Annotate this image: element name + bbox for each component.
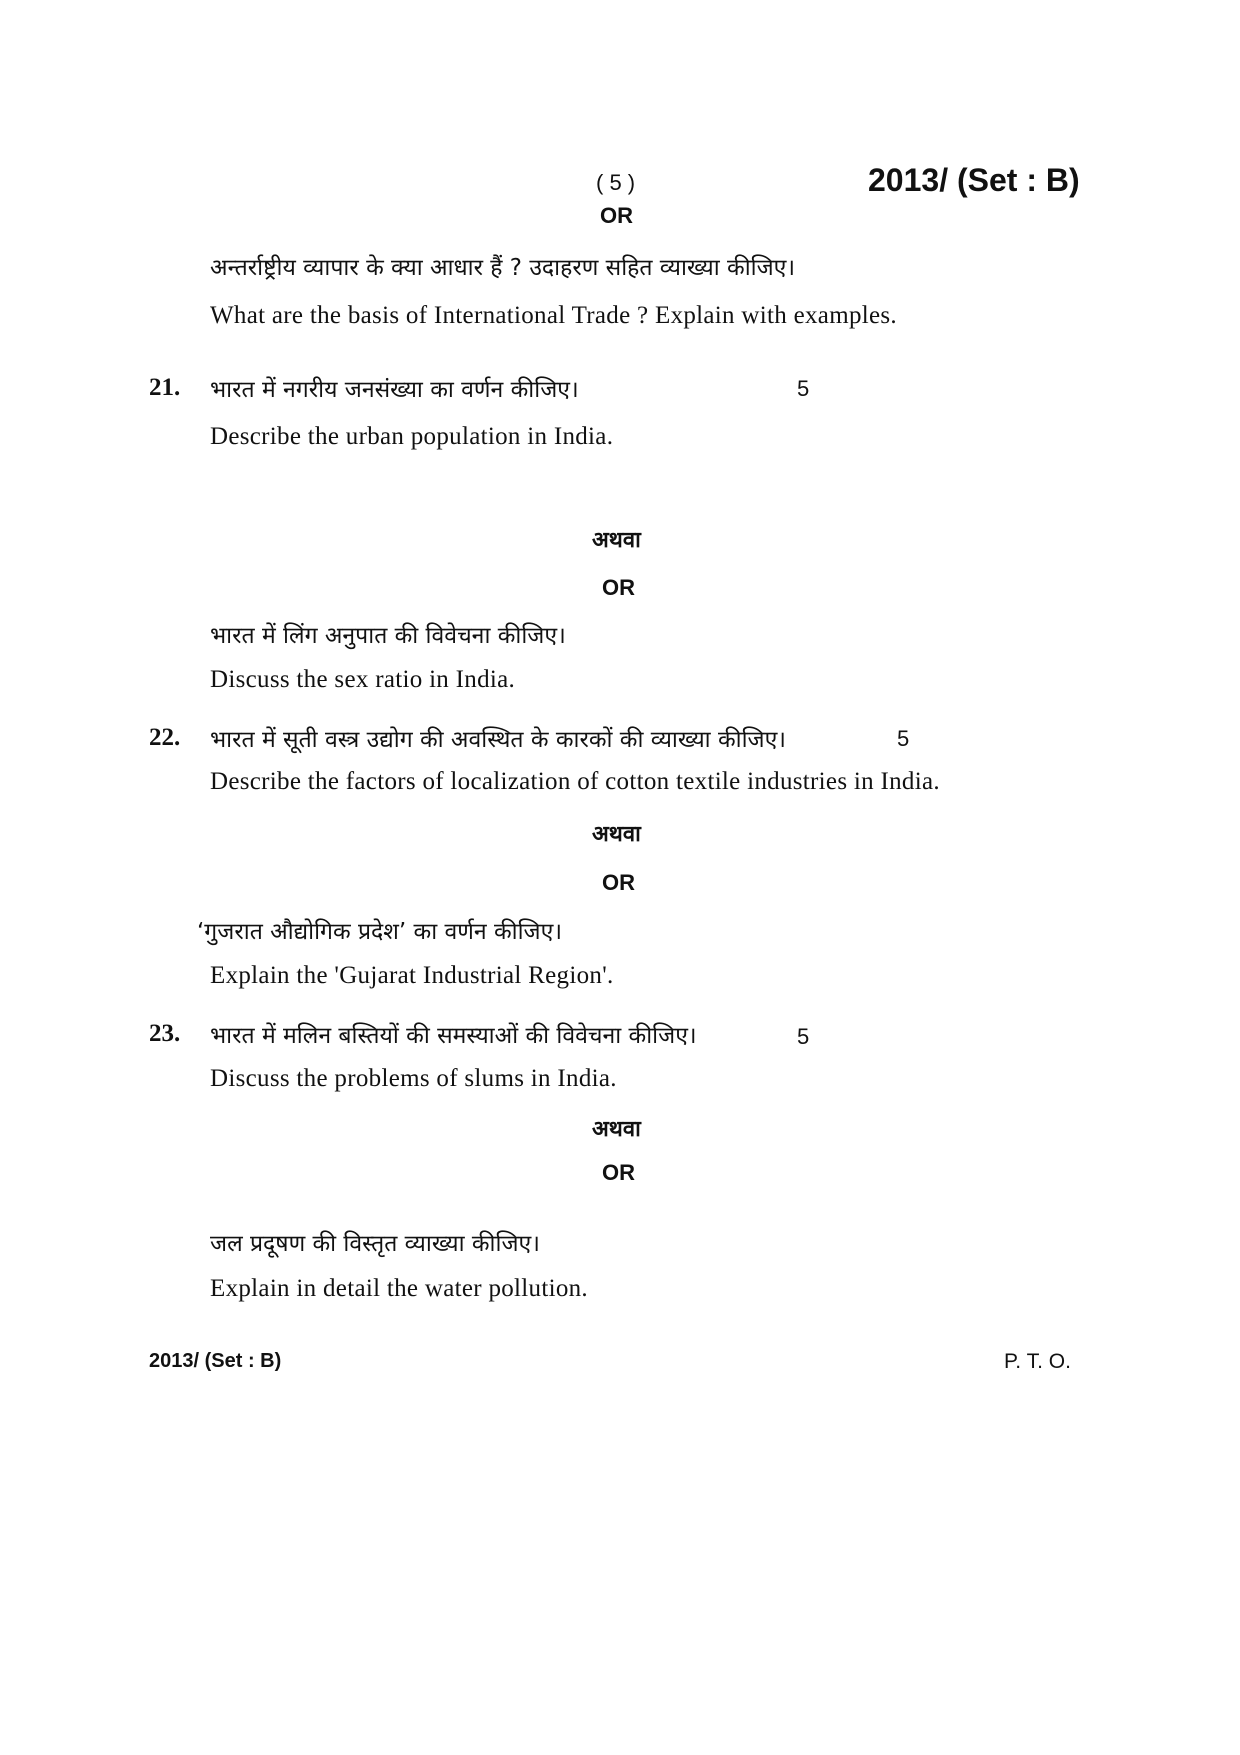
question-22-or: OR [602,870,635,895]
question-23-alt-english: Explain in detail the water pollution. [210,1275,588,1302]
question-22-alt-hindi: ‘गुजरात औद्योगिक प्रदेश’ का वर्णन कीजिए। [197,919,563,945]
question-23-alt-hindi: जल प्रदूषण की विस्तृत व्याख्या कीजिए। [210,1231,540,1257]
page-number: ( 5 ) [596,170,636,195]
top-or-label: OR [600,203,633,228]
question-22-number: 22. [149,724,181,751]
question-21-or: OR [602,575,635,600]
intro-alt-english: What are the basis of International Trade ? Explain with examples. [210,302,897,329]
question-23-marks: 5 [797,1024,810,1049]
question-21-athva: अथवा [592,528,641,553]
question-21-english: Describe the urban population in India. [210,423,614,450]
question-21-marks: 5 [797,376,810,401]
question-22-hindi: भारत में सूती वस्त्र उद्योग की अवस्थित के कारकों की व्याख्या कीजिए। [210,727,787,753]
question-21-number: 21. [149,374,181,401]
set-code-header: 2013/ (Set : B) [868,162,1080,198]
question-23-or: OR [602,1160,635,1185]
question-21-alt-hindi: भारत में लिंग अनुपात की विवेचना कीजिए। [210,623,566,649]
question-23-number: 23. [149,1020,181,1047]
question-23-english: Discuss the problems of slums in India. [210,1065,617,1092]
question-22-english: Describe the factors of localization of cotton textile industries in India. [210,768,940,795]
pto-label: P. T. O. [1004,1350,1071,1373]
intro-alt-hindi: अन्तर्राष्ट्रीय व्यापार के क्या आधार हैं ? उदाहरण सहित व्याख्या कीजिए। [210,255,796,281]
question-21-hindi: भारत में नगरीय जनसंख्या का वर्णन कीजिए। [210,377,579,403]
question-22-alt-english: Explain the 'Gujarat Industrial Region'. [210,962,614,989]
question-21-alt-english: Discuss the sex ratio in India. [210,666,516,693]
question-22-marks: 5 [897,726,910,751]
set-code-footer: 2013/ (Set : B) [149,1350,282,1372]
question-23-hindi: भारत में मलिन बस्तियों की समस्याओं की विवेचना कीजिए। [210,1023,697,1049]
question-23-athva: अथवा [592,1117,641,1142]
question-22-athva: अथवा [592,822,641,847]
